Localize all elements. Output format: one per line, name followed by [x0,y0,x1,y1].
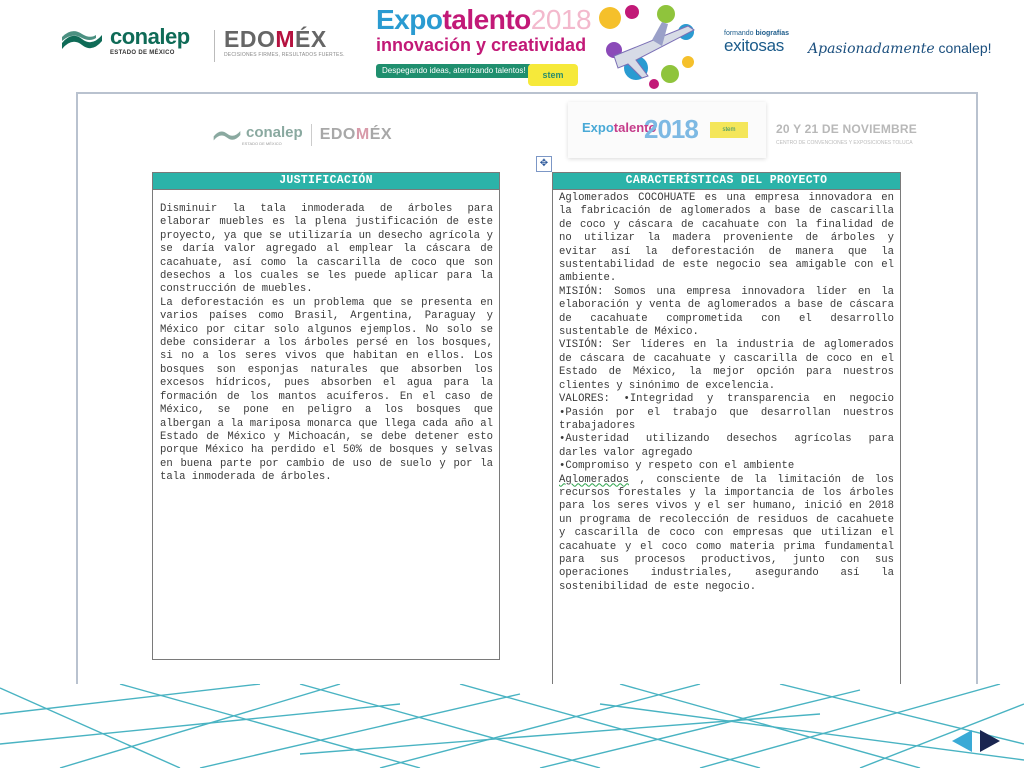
doc-conalep-mark-icon [212,127,242,143]
bio-big: exitosas [724,36,784,55]
edomex-logo [224,28,345,58]
caracteristicas-body-main: Aglomerados COCOHUATE es una empresa innovadora en la fabricación de aglomerados a base de cascarilla de coco y cáscara de cacahuate con la finalidad de no utilizar la madera proveniente de árboles y evitar así la deforestación de manera que la sustentabilidad de este negocio sea amigable con el ambiente. MISIÓN: Somos una empresa innovadora líder en la elaboración y venta de aglomerados a base de cáscara de cacahuate comprometida con el desarrollo sustentable de México. VISIÓN: Ser líderes en la industria de aglomerados de cáscara de cacahuate y cascarilla de coco en el Estado de México, la mejor opción para nuestros clientes y sinónimo de excelencia. VALORES: •Integridad y transparencia en negocio •Pasión por el trabajo que desarrollan nuestros trabajadores •Austeridad utilizando desechos agrícolas para darles valor agregado •Compromiso y respeto con el ambiente [559,192,894,473]
expo-title-a: Expo [376,4,443,35]
justificacion-heading: JUSTIFICACIÓN [153,173,499,190]
event-venue: CENTRO DE CONVENCIONES Y EXPOSICIONES TOLUCA [776,140,913,146]
table-move-handle-icon[interactable]: ✥ [536,156,552,172]
doc-expo-a: Expo [582,120,614,135]
edomex-part-c: ÉX [295,26,327,52]
expo-title-year: 2018 [530,4,592,35]
conalep-mark-icon [60,29,104,53]
expo-title-b: talento [442,4,531,35]
doc-stem-badge: stem [710,122,748,138]
caracteristicas-body-closing: , consciente de la limitación de los recursos forestales y la importancia de los árboles para los seres vivos y el ser humano, inició en 2018 un programa de recolección de residuos de cacahuete y cascarilla de coco con empresas que utilizan el cacahuate y el coco como materia prima fundamental para sus procesos productivos, junto con sus operaciones industriales, asegurando así la sostenibilidad de este negocio. [559,473,894,593]
doc-expo-year: 2018 [644,114,698,144]
bottom-decoration [0,684,1024,768]
doc-edomex-logo [320,126,392,144]
bio-small-a: formando [724,30,756,37]
biografias-logo [724,30,789,54]
slogan [808,40,992,57]
conalep-name: conalep [110,24,190,49]
edomex-sub: DECISIONES FIRMES, RESULTADOS FUERTES. [224,52,345,58]
conalep-sub: ESTADO DE MÉXICO [110,50,175,56]
previous-slide-button[interactable] [952,730,972,752]
edomex-part-a: EDO [224,26,276,52]
justificacion-panel [152,172,500,660]
slogan-a: Apasionadamente [808,41,935,57]
next-slide-button[interactable] [980,730,1000,752]
doc-expotalento-logo [568,102,766,158]
bio-small-b: biografías [755,30,789,37]
doc-edomex-c: ÉX [369,126,393,143]
caracteristicas-heading: CARACTERÍSTICAS DEL PROYECTO [553,173,900,190]
balloons-airplane-icon [596,4,700,90]
justificacion-body[interactable]: Disminuir la tala inmoderada de árboles para elaborar muebles es la plena justificación de este proyecto, ya que se utilizaría un desecho agrícola y se daría valor agregado al emplear la cáscara de cacahuate, así como la cascarilla de coco que son desechos a los cuales se les puede aplicar para la construcción de muebles. La deforestación es un problema que se presenta en varios países como Brasil, Argentina, Paraguay y México por citar solo algunos ejemplos. No solo se debe considerar a los árboles persé en los bosques, si no a los seres vivos que habitan en ellos. Los bosques son esponjas naturales que absorben los excesos hídricos, pues absorben el agua para la formación de los mantos acuíferos. En el caso de México, se pone en peligro a los bosques que albergan a la mariposa monarca que llega cada año al Estado de México y Michoacán, se debe detener esto porque México ha perdido el 50% de bosques y selvas en buena parte por cambio de uso de suelo y por la tala inmoderada de árboles. [160,203,493,484]
doc-conalep-sub: ESTADO DE MÉXICO [242,141,282,146]
edomex-part-b: M [275,26,296,52]
event-date: 20 Y 21 DE NOVIEMBRE [776,122,917,136]
doc-logo-divider [311,124,312,146]
caracteristicas-body[interactable] [553,190,900,594]
spellcheck-word: Aglomerados [559,473,629,486]
expo-subtitle: innovación y creatividad [376,35,587,55]
expo-tagline: Despegando ideas, aterrizando talentos! [376,64,532,78]
stem-badge: stem [528,64,578,86]
slogan-b: conalep! [934,40,992,56]
header-banner [0,0,1024,92]
doc-expo-b: talento [613,120,657,135]
logo-divider [214,30,215,62]
conalep-logo [60,26,190,56]
doc-conalep-name: conalep [246,124,303,141]
caracteristicas-panel [552,172,901,693]
document-logos [212,124,392,146]
doc-edomex-b: M [355,126,370,143]
doc-edomex-a: EDO [319,126,356,143]
